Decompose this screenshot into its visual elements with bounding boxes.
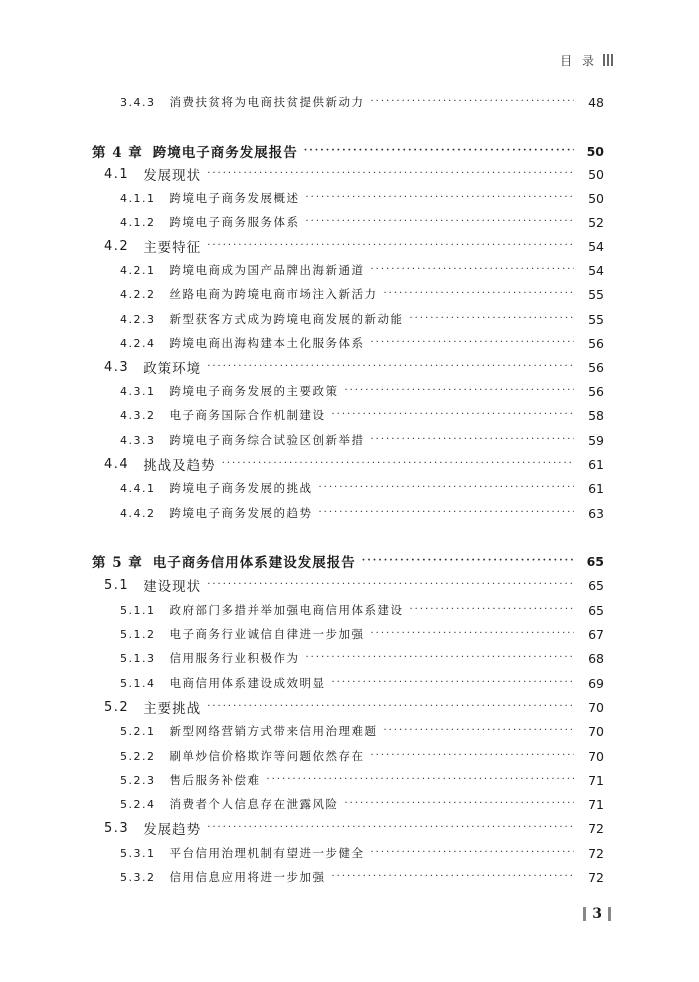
toc-entry-number: 4.1 [104,166,130,182]
toc-entry-number: 4.2.4 [120,336,156,350]
toc-dot-leader [371,627,575,641]
toc-subsection-entry[interactable] [120,746,604,766]
toc-entry-number: 5.1.3 [120,651,156,665]
toc-entry-page: 58 [588,407,604,423]
toc-entry-page: 65 [588,577,604,593]
toc-entry-number: 3.4.3 [120,95,156,109]
toc-entry-title: 售后服务补偿难 [169,773,261,787]
toc-dot-leader [362,554,574,568]
toc-dot-leader [319,506,575,520]
toc-subsection-entry[interactable] [120,260,604,280]
toc-dot-leader [207,360,574,374]
toc-entry-page: 59 [588,432,604,448]
toc-entry-number: 4.2.2 [120,287,156,301]
toc-dot-leader [306,651,575,665]
toc-subsection-entry[interactable] [120,867,604,887]
toc-entry-title: 主要特征 [143,240,202,256]
toc-chapter-entry[interactable] [92,551,604,571]
toc-entry-page: 50 [588,166,604,182]
toc-dot-leader [384,724,575,738]
toc-subsection-entry[interactable] [120,600,604,620]
toc-dot-leader [306,215,575,229]
toc-entry-number: 5.2.4 [120,797,156,811]
toc-entry-number: 5.1.1 [120,603,156,617]
toc-subsection-entry[interactable] [120,478,604,498]
toc-entry-title: 刷单炒信价格欺诈等问题依然存在 [169,749,365,763]
toc-chapter-entry[interactable] [92,141,604,161]
toc-dot-leader [410,312,575,326]
toc-entry-number: 5.1.4 [120,676,156,690]
toc-dot-leader [319,481,575,495]
toc-entry-title: 平台信用治理机制有望进一步健全 [169,846,365,860]
toc-section-entry[interactable] [104,697,604,717]
toc-entry-page: 65 [586,553,604,569]
toc-section-entry[interactable] [104,164,604,184]
toc-subsection-entry[interactable] [120,92,604,112]
toc-entry-page: 68 [588,650,604,666]
toc-subsection-entry[interactable] [120,648,604,668]
toc-dot-leader [222,457,574,471]
toc-dot-leader [207,239,574,253]
toc-subsection-entry[interactable] [120,673,604,693]
toc-entry-number: 4.4.1 [120,481,156,495]
toc-entry-title: 跨境电子商务发展概述 [169,191,300,205]
toc-section-entry[interactable] [104,454,604,474]
toc-dot-leader [207,167,574,181]
toc-entry-page: 55 [588,286,604,302]
toc-entry-title: 电商信用体系建设成效明显 [169,676,326,690]
toc-subsection-entry[interactable] [120,309,604,329]
toc-dot-leader [371,433,575,447]
toc-subsection-entry[interactable] [120,503,604,523]
toc-section-entry[interactable] [104,575,604,595]
toc-entry-page: 71 [588,772,604,788]
toc-dot-leader [332,676,575,690]
page-footer [583,904,611,924]
toc-subsection-entry[interactable] [120,624,604,644]
toc-subsection-entry[interactable] [120,794,604,814]
toc-entry-page: 56 [588,359,604,375]
toc-entry-number: 4.1.1 [120,191,156,205]
toc-entry-number: 4.2.1 [120,263,156,277]
toc-entry-page: 67 [588,626,604,642]
toc-dot-leader [371,749,575,763]
toc-entry-title: 跨境电商成为国产品牌出海新通道 [169,263,365,277]
toc-dot-leader [304,144,574,158]
toc-subsection-entry[interactable] [120,430,604,450]
toc-entry-title: 跨境电子商务综合试验区创新举措 [169,433,365,447]
toc-dot-leader [371,336,575,350]
toc-entry-title: 挑战及趋势 [143,458,216,474]
toc-entry-title: 跨境电商出海构建本土化服务体系 [169,336,365,350]
toc-entry-page: 54 [588,262,604,278]
toc-entry-number: 5.1.2 [120,627,156,641]
toc-entry-page: 52 [588,214,604,230]
toc-entry-title: 跨境电子商务服务体系 [169,215,300,229]
toc-entry-title: 新型获客方式成为跨境电商发展的新动能 [169,312,404,326]
toc-entry-page: 61 [588,456,604,472]
toc-entry-page: 65 [588,602,604,618]
toc-entry-title: 建设现状 [143,579,202,595]
toc-dot-leader [410,603,575,617]
toc-entry-number: 5.1 [104,577,130,593]
toc-dot-leader [207,700,574,714]
toc-entry-title: 丝路电商为跨境电商市场注入新活力 [169,287,378,301]
toc-entry-page: 70 [588,699,604,715]
toc-section-entry[interactable] [104,357,604,377]
toc-dot-leader [371,95,575,109]
toc-entry-title: 信用信息应用将进一步加强 [169,870,326,884]
toc-entry-number: 4.3.3 [120,433,156,447]
toc-entry-title: 新型网络营销方式带来信用治理难题 [169,724,378,738]
toc-entry-page: 55 [588,311,604,327]
toc-subsection-entry[interactable] [120,333,604,353]
toc-dot-leader [306,191,575,205]
toc-entry-number: 4.3.2 [120,408,156,422]
toc-dot-leader [384,287,575,301]
toc-subsection-entry[interactable] [120,770,604,790]
toc-entry-page: 72 [588,869,604,885]
toc-subsection-entry[interactable] [120,405,604,425]
toc-section-entry[interactable] [104,818,604,838]
toc-entry-title: 发展现状 [143,168,202,184]
toc-entry-number: 5.3.2 [120,870,156,884]
toc-entry-page: 71 [588,796,604,812]
toc-dot-leader [267,773,575,787]
toc-entry-title: 政策环境 [143,361,202,377]
toc-entry-title: 政府部门多措并举加强电商信用体系建设 [169,603,404,617]
toc-dot-leader [332,408,575,422]
toc-dot-leader [371,263,575,277]
toc-entry-page: 63 [588,505,604,521]
toc-entry-number: 5.2.2 [120,749,156,763]
toc-subsection-entry[interactable] [120,721,604,741]
toc-entry-title: 跨境电子商务发展的挑战 [169,481,313,495]
toc-entry-page: 72 [588,845,604,861]
toc-entry-page: 56 [588,335,604,351]
toc-entry-title: 消费者个人信息存在泄露风险 [169,797,339,811]
toc-entry-number: 4.4.2 [120,506,156,520]
toc-subsection-entry[interactable] [120,188,604,208]
toc-entry-page: 69 [588,675,604,691]
header-title: 目 录 [560,53,597,68]
toc-entry-title: 跨境电子商务发展的趋势 [169,506,313,520]
toc-entry-page: 56 [588,383,604,399]
toc-entry-title: 电子商务国际合作机制建设 [169,408,326,422]
toc-entry-title: 信用服务行业积极作为 [169,651,300,665]
toc-entry-number: 5.2.1 [120,724,156,738]
toc-subsection-entry[interactable] [120,284,604,304]
toc-dot-leader [371,846,575,860]
footer-bar-left [583,907,586,921]
toc-entry-title: 跨境电子商务发展报告 [152,145,298,161]
toc-entry-number: 4.4 [104,456,130,472]
toc-dot-leader [345,797,575,811]
toc-entry-page: 70 [588,748,604,764]
toc-entry-number: 4.2.3 [120,312,156,326]
toc-dot-leader [207,821,574,835]
toc-dot-leader [207,578,574,592]
toc-entry-number: 5.2.3 [120,773,156,787]
toc-entry-number: 第 4 章 [92,145,143,161]
toc-entry-number: 5.2 [104,699,130,715]
toc-entry-page: 72 [588,820,604,836]
footer-bar-right [608,907,611,921]
page-number: 3 [592,906,602,922]
toc-entry-title: 电子商务行业诚信自律进一步加强 [169,627,365,641]
toc-entry-number: 4.3 [104,359,130,375]
toc-entry-number: 5.3.1 [120,846,156,860]
toc-entry-title: 跨境电子商务发展的主要政策 [169,384,339,398]
toc-entry-page: 50 [586,143,604,159]
toc-entry-number: 4.2 [104,238,130,254]
toc-entry-number: 第 5 章 [92,555,143,571]
toc-entry-number: 4.1.2 [120,215,156,229]
toc-entry-number: 5.3 [104,820,130,836]
toc-dot-leader [332,870,575,884]
toc-dot-leader [345,384,575,398]
toc-entry-number: 4.3.1 [120,384,156,398]
toc-entry-title: 发展趋势 [143,822,202,838]
toc-entry-page: 50 [588,190,604,206]
toc-entry-title: 消费扶贫将为电商扶贫提供新动力 [169,95,365,109]
toc-entry-page: 70 [588,723,604,739]
toc-subsection-entry[interactable] [120,381,604,401]
toc-entry-page: 54 [588,238,604,254]
toc-subsection-entry[interactable] [120,843,604,863]
toc-entry-page: 61 [588,480,604,496]
toc-subsection-entry[interactable] [120,212,604,232]
toc-entry-page: 48 [588,94,604,110]
toc-entry-title: 电子商务信用体系建设发展报告 [152,555,356,571]
toc-section-entry[interactable] [104,236,604,256]
toc-entry-title: 主要挑战 [143,701,202,717]
